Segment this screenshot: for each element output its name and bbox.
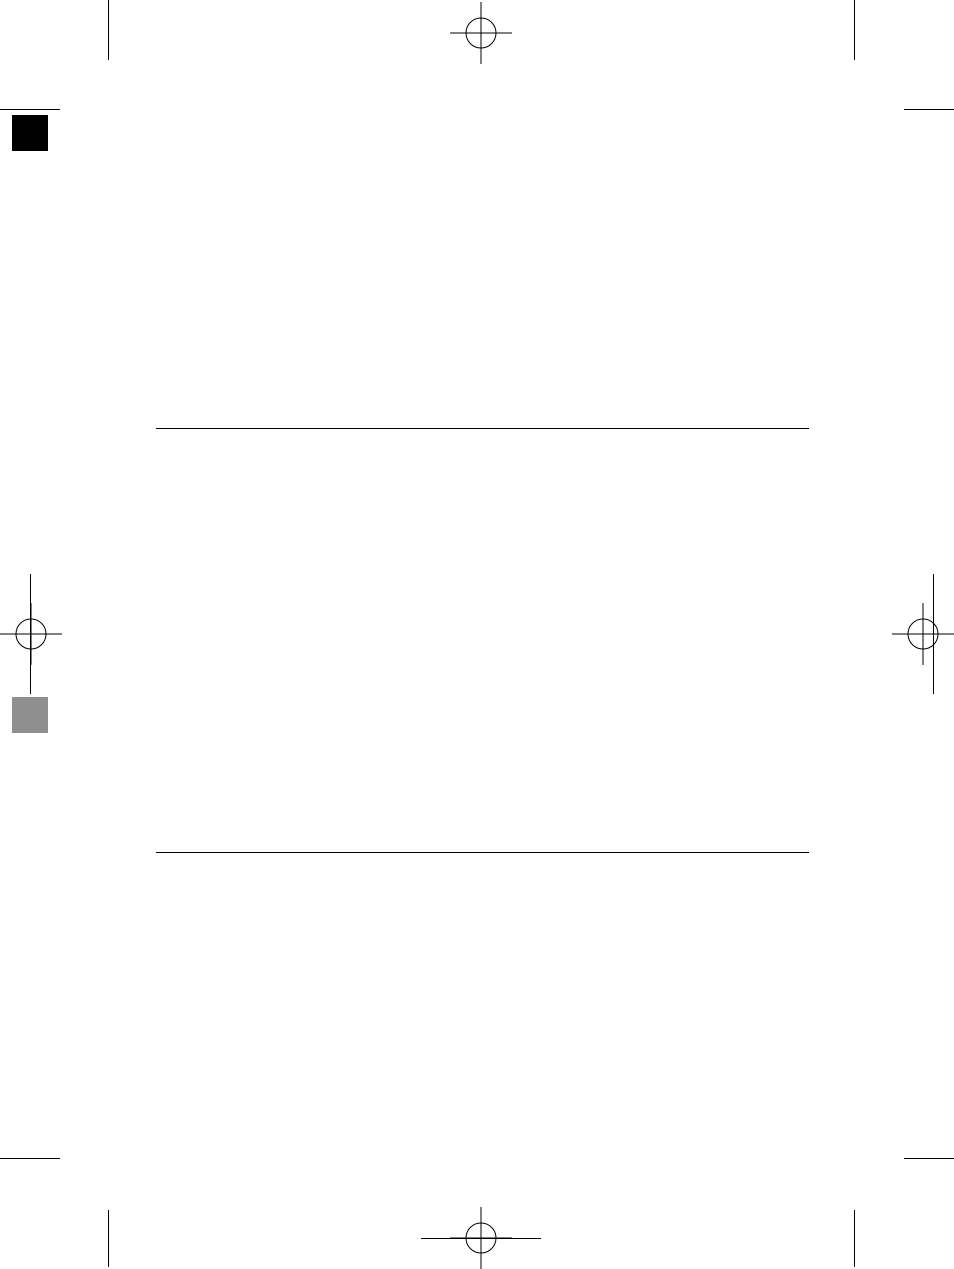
- crop-mark: [854, 1210, 855, 1267]
- registration-mark-icon: [0, 603, 62, 665]
- crop-mark: [933, 574, 934, 694]
- crop-mark: [904, 109, 954, 110]
- intro-paragraph: [156, 330, 816, 380]
- crop-mark: [0, 109, 60, 110]
- color-block-gray: [12, 697, 48, 733]
- section-divider: [156, 428, 809, 429]
- section-divider: [156, 852, 809, 853]
- crop-mark: [108, 1210, 109, 1267]
- crop-mark: [0, 1158, 60, 1159]
- crop-mark: [30, 574, 31, 694]
- crop-mark: [421, 1238, 541, 1239]
- crop-mark: [108, 0, 109, 60]
- registration-mark-icon: [892, 603, 954, 665]
- warning-subtitle: [156, 910, 796, 935]
- registration-mark-icon: [450, 2, 512, 64]
- color-block-black: [12, 115, 48, 151]
- crop-mark: [854, 0, 855, 60]
- crop-mark: [904, 1158, 954, 1159]
